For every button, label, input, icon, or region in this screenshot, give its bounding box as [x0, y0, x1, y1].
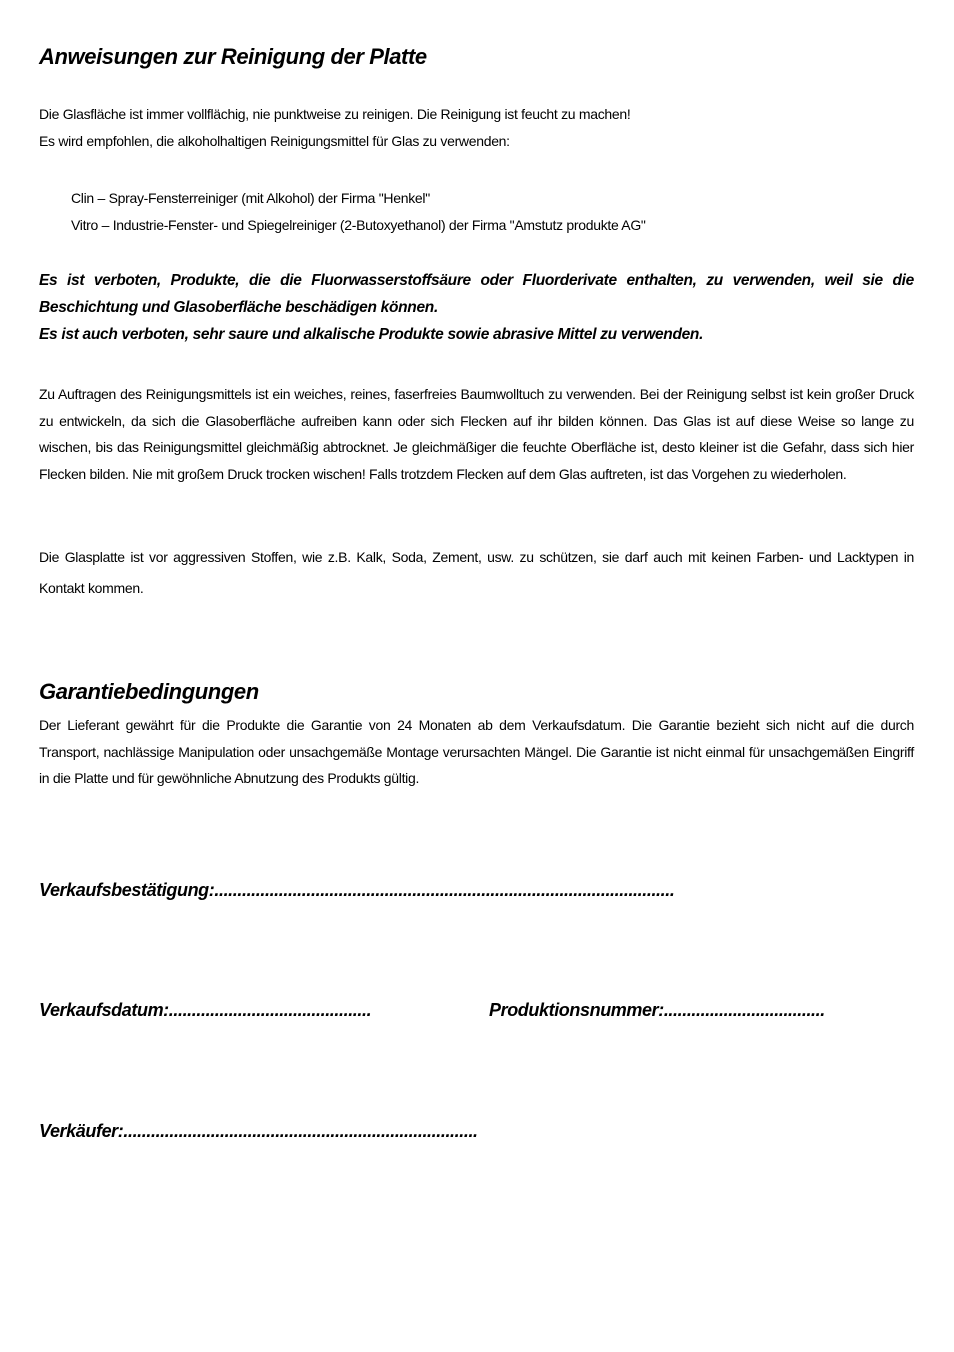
product-list-item: Vitro – Industrie-Fenster- und Spiegelreiniger (2-Butoxyethanol) der Firma "Amstutz produkte AG" [71, 216, 646, 233]
warning-hydrofluoric-acid: Es ist verboten, Produkte, die die Fluorwasserstoffsäure oder Fluorderivate enthalten, zu verwenden, weil sie die Beschichtung und Glasoberfläche beschädigen können. [39, 272, 914, 316]
intro-line: Die Glasfläche ist immer vollflächig, nie punktweise zu reinigen. Die Reinigung ist feucht zu machen! [39, 106, 631, 122]
product-list-item: Clin – Spray-Fensterreiniger (mit Alkohol) der Firma "Henkel" [71, 190, 430, 206]
cleaning-title: Anweisungen zur Reinigung der Platte [39, 44, 427, 69]
procedure-paragraph: Zu Auftragen des Reinigungsmittels ist ein weiches, reines, faserfreies Baumwolltuch zu verwenden. Bei der Reinigung selbst ist kein großer Druck zu entwickeln, da sich die Glasoberfläche aufreiben kann oder sich Flecken auf ihr bilden können. Das Glas ist auf diese Weise so lange zu wischen, bis das Reinigungsmittel gleichmäßig abtrocknet. Je gleichmäßiger die feuchte Oberfläche ist, desto kleiner ist die Gefahr, dass sich hier Flecken bilden. Nie mit großem Druck trocken wischen! Falls trotzdem Flecken auf dem Glas auftreten, ist das Vorgehen zu wiederholen. [39, 386, 914, 482]
protection-paragraph: Die Glasplatte ist vor aggressiven Stoffen, wie z.B. Kalk, Soda, Zement, usw. zu schützen, sie darf auch mit keinen Farben- und Lacktypen in Kontakt kommen. [39, 549, 914, 596]
intro-line: Es wird empfohlen, die alkoholhaltigen Reinigungsmittel für Glas zu verwenden: [39, 132, 510, 149]
product-list [71, 185, 914, 238]
sale-confirmation-field: Verkaufsbestätigung:.................................................................................................... [39, 880, 675, 900]
warning-acid-alkaline: Es ist auch verboten, sehr saure und alkalische Produkte sowie abrasive Mittel zu verwenden. [39, 326, 704, 343]
intro-text [39, 101, 914, 154]
seller-field: Verkäufer:............................................................................. [39, 1121, 478, 1141]
warranty-title: Garantiebedingungen [39, 679, 259, 704]
warning-block [39, 267, 914, 348]
sale-date-field: Verkaufsdatum:............................................ [39, 1000, 372, 1020]
warranty-paragraph: Der Lieferant gewährt für die Produkte die Garantie von 24 Monaten ab dem Verkaufsdatum. Die Garantie bezieht sich nicht auf die durch Transport, nachlässige Manipulation oder unsachgemäße Montage verursachten Mängel. Die Garantie ist nicht einmal für unsachgemäßen Eingriff in die Platte und für gewöhnliche Abnutzung des Produkts gültig. [39, 717, 914, 786]
production-number-field: Produktionsnummer:................................... [489, 1000, 825, 1020]
